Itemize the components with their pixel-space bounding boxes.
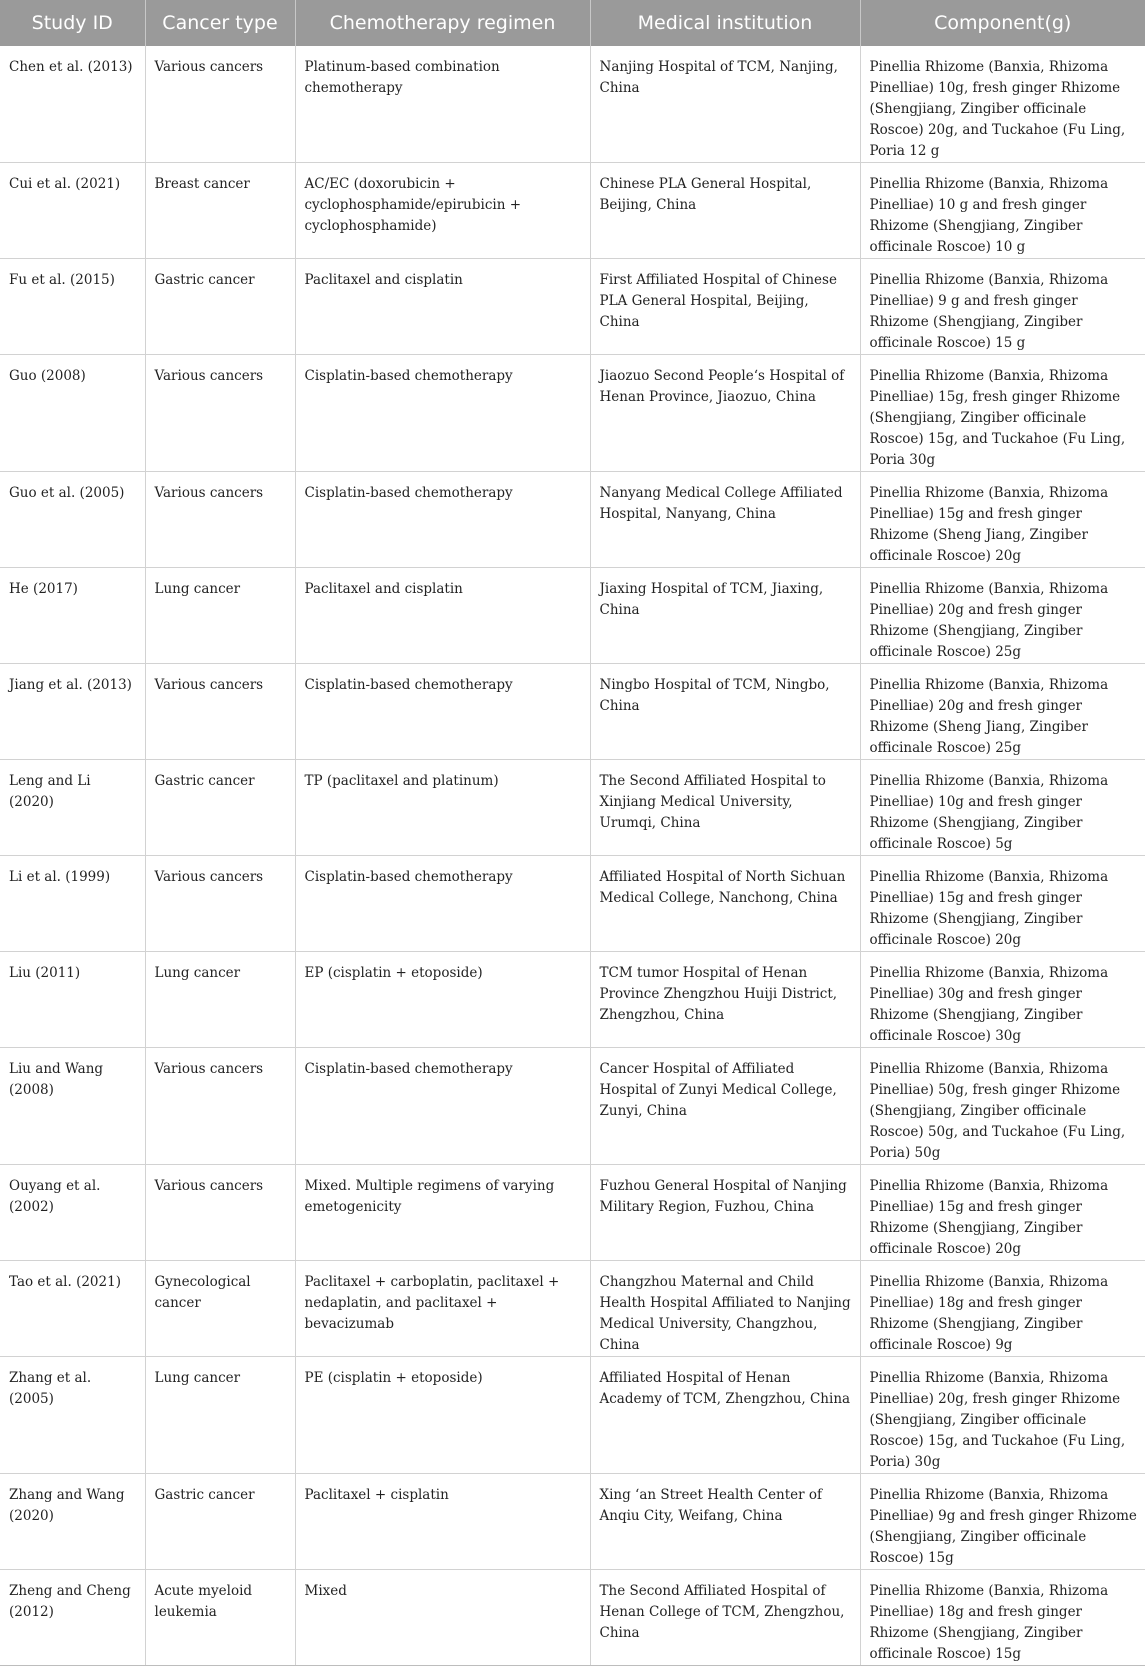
table-row [0,856,1145,952]
cell-cancer-type: Various cancers [145,1165,295,1261]
cell-cancer-type: Various cancers [145,355,295,472]
table-row [0,1357,1145,1474]
cell-institution: Changzhou Maternal and Child Health Hospital Affiliated to Nanjing Medical University, Changzhou, China [590,1261,860,1357]
cell-component: Pinellia Rhizome (Banxia, Rhizoma Pinelliae) 20g and fresh ginger Rhizome (Shengjiang, Zingiber officinale Roscoe) 25g [860,568,1145,664]
cell-regimen: Cisplatin-based chemotherapy [295,664,590,760]
cell-institution: Fuzhou General Hospital of Nanjing Military Region, Fuzhou, China [590,1165,860,1261]
cell-component: Pinellia Rhizome (Banxia, Rhizoma Pinelliae) 10 g and fresh ginger Rhizome (Shengjiang, Zingiber officinale Roscoe) 10 g [860,163,1145,259]
table-row [0,1261,1145,1357]
cell-institution: Nanjing Hospital of TCM, Nanjing, China [590,46,860,163]
cell-regimen: EP (cisplatin + etoposide) [295,952,590,1048]
cell-regimen: Paclitaxel + carboplatin, paclitaxel + nedaplatin, and paclitaxel + bevacizumab [295,1261,590,1357]
table-row [0,664,1145,760]
cell-component: Pinellia Rhizome (Banxia, Rhizoma Pinelliae) 10g and fresh ginger Rhizome (Shengjiang, Zingiber officinale Roscoe) 5g [860,760,1145,856]
cell-component: Pinellia Rhizome (Banxia, Rhizoma Pinelliae) 15g and fresh ginger Rhizome (Shengjiang, Zingiber officinale Roscoe) 20g [860,856,1145,952]
table-row [0,1570,1145,1666]
table-body [0,46,1145,1666]
table-row [0,952,1145,1048]
cell-study-id: Zheng and Cheng (2012) [0,1570,145,1666]
cell-cancer-type: Gastric cancer [145,1474,295,1570]
table-row [0,760,1145,856]
cell-regimen: AC/EC (doxorubicin + cyclophosphamide/epirubicin + cyclophosphamide) [295,163,590,259]
cell-study-id: Chen et al. (2013) [0,46,145,163]
cell-regimen: Paclitaxel and cisplatin [295,568,590,664]
cell-study-id: Zhang et al. (2005) [0,1357,145,1474]
cell-study-id: He (2017) [0,568,145,664]
cell-institution: Cancer Hospital of Affiliated Hospital of Zunyi Medical College, Zunyi, China [590,1048,860,1165]
cell-institution: The Second Affiliated Hospital to Xinjiang Medical University, Urumqi, China [590,760,860,856]
cell-study-id: Li et al. (1999) [0,856,145,952]
cell-study-id: Fu et al. (2015) [0,259,145,355]
cell-regimen: Mixed [295,1570,590,1666]
cell-cancer-type: Lung cancer [145,568,295,664]
cell-regimen: Cisplatin-based chemotherapy [295,355,590,472]
cell-cancer-type: Gynecological cancer [145,1261,295,1357]
cell-study-id: Leng and Li (2020) [0,760,145,856]
cell-institution: Affiliated Hospital of Henan Academy of TCM, Zhengzhou, China [590,1357,860,1474]
cell-cancer-type: Gastric cancer [145,259,295,355]
cell-institution: Xing ‘an Street Health Center of Anqiu City, Weifang, China [590,1474,860,1570]
cell-institution: TCM tumor Hospital of Henan Province Zhengzhou Huiji District, Zhengzhou, China [590,952,860,1048]
cell-component: Pinellia Rhizome (Banxia, Rhizoma Pinelliae) 15g and fresh ginger Rhizome (Shengjiang, Zingiber officinale Roscoe) 20g [860,1165,1145,1261]
cell-cancer-type: Various cancers [145,46,295,163]
table-row [0,259,1145,355]
cell-cancer-type: Gastric cancer [145,760,295,856]
cell-institution: Nanyang Medical College Affiliated Hospital, Nanyang, China [590,472,860,568]
cell-study-id: Cui et al. (2021) [0,163,145,259]
cell-component: Pinellia Rhizome (Banxia, Rhizoma Pinelliae) 20g and fresh ginger Rhizome (Sheng Jiang, Zingiber officinale Roscoe) 25g [860,664,1145,760]
cell-cancer-type: Various cancers [145,856,295,952]
cell-study-id: Tao et al. (2021) [0,1261,145,1357]
header-chemotherapy-regimen: Chemotherapy regimen [295,0,590,46]
cell-component: Pinellia Rhizome (Banxia, Rhizoma Pinelliae) 15g and fresh ginger Rhizome (Sheng Jiang, Zingiber officinale Roscoe) 20g [860,472,1145,568]
table-row [0,1474,1145,1570]
cell-cancer-type: Various cancers [145,664,295,760]
cell-component: Pinellia Rhizome (Banxia, Rhizoma Pinelliae) 20g, fresh ginger Rhizome (Shengjiang, Zingiber officinale Roscoe) 15g, and Tuckahoe (Fu Ling, Poria) 30g [860,1357,1145,1474]
cell-cancer-type: Various cancers [145,472,295,568]
cell-study-id: Jiang et al. (2013) [0,664,145,760]
cell-regimen: PE (cisplatin + etoposide) [295,1357,590,1474]
cell-component: Pinellia Rhizome (Banxia, Rhizoma Pinelliae) 50g, fresh ginger Rhizome (Shengjiang, Zingiber officinale Roscoe) 50g, and Tuckahoe (Fu Ling, Poria) 50g [860,1048,1145,1165]
table-row [0,46,1145,163]
table-row [0,568,1145,664]
table-row [0,472,1145,568]
cell-component: Pinellia Rhizome (Banxia, Rhizoma Pinelliae) 30g and fresh ginger Rhizome (Shengjiang, Zingiber officinale Roscoe) 30g [860,952,1145,1048]
cell-study-id: Liu and Wang (2008) [0,1048,145,1165]
cell-component: Pinellia Rhizome (Banxia, Rhizoma Pinelliae) 10g, fresh ginger Rhizome (Shengjiang, Zingiber officinale Roscoe) 20g, and Tuckahoe (Fu Ling, Poria 12 g [860,46,1145,163]
cell-study-id: Ouyang et al. (2002) [0,1165,145,1261]
cell-study-id: Guo (2008) [0,355,145,472]
table-header [0,0,1145,46]
cell-cancer-type: Various cancers [145,1048,295,1165]
table-row [0,355,1145,472]
cell-cancer-type: Breast cancer [145,163,295,259]
table-row [0,1165,1145,1261]
cell-regimen: TP (paclitaxel and platinum) [295,760,590,856]
cell-cancer-type: Acute myeloid leukemia [145,1570,295,1666]
cell-institution: Chinese PLA General Hospital, Beijing, China [590,163,860,259]
cell-component: Pinellia Rhizome (Banxia, Rhizoma Pinelliae) 9g and fresh ginger Rhizome (Shengjiang, Zingiber officinale Roscoe) 15g [860,1474,1145,1570]
table-row [0,163,1145,259]
cell-regimen: Paclitaxel and cisplatin [295,259,590,355]
header-cancer-type: Cancer type [145,0,295,46]
cell-component: Pinellia Rhizome (Banxia, Rhizoma Pinelliae) 15g, fresh ginger Rhizome (Shengjiang, Zingiber officinale Roscoe) 15g, and Tuckahoe (Fu Ling, Poria 30g [860,355,1145,472]
cell-institution: Ningbo Hospital of TCM, Ningbo, China [590,664,860,760]
header-component: Component(g) [860,0,1145,46]
cell-component: Pinellia Rhizome (Banxia, Rhizoma Pinelliae) 9 g and fresh ginger Rhizome (Shengjiang, Zingiber officinale Roscoe) 15 g [860,259,1145,355]
cell-component: Pinellia Rhizome (Banxia, Rhizoma Pinelliae) 18g and fresh ginger Rhizome (Shengjiang, Zingiber officinale Roscoe) 15g [860,1570,1145,1666]
cell-regimen: Paclitaxel + cisplatin [295,1474,590,1570]
cell-regimen: Cisplatin-based chemotherapy [295,472,590,568]
cell-regimen: Cisplatin-based chemotherapy [295,856,590,952]
cell-regimen: Mixed. Multiple regimens of varying emetogenicity [295,1165,590,1261]
cell-institution: The Second Affiliated Hospital of Henan College of TCM, Zhengzhou, China [590,1570,860,1666]
cell-study-id: Liu (2011) [0,952,145,1048]
cell-institution: Jiaozuo Second People‘s Hospital of Henan Province, Jiaozuo, China [590,355,860,472]
cell-cancer-type: Lung cancer [145,1357,295,1474]
cell-regimen: Cisplatin-based chemotherapy [295,1048,590,1165]
header-study-id: Study ID [0,0,145,46]
cell-study-id: Guo et al. (2005) [0,472,145,568]
header-medical-institution: Medical institution [590,0,860,46]
cell-institution: First Affiliated Hospital of Chinese PLA General Hospital, Beijing, China [590,259,860,355]
cell-cancer-type: Lung cancer [145,952,295,1048]
cell-institution: Jiaxing Hospital of TCM, Jiaxing, China [590,568,860,664]
table-row [0,1048,1145,1165]
header-row [0,0,1145,46]
cell-regimen: Platinum-based combination chemotherapy [295,46,590,163]
cell-institution: Affiliated Hospital of North Sichuan Medical College, Nanchong, China [590,856,860,952]
cell-component: Pinellia Rhizome (Banxia, Rhizoma Pinelliae) 18g and fresh ginger Rhizome (Shengjiang, Zingiber officinale Roscoe) 9g [860,1261,1145,1357]
cell-study-id: Zhang and Wang (2020) [0,1474,145,1570]
